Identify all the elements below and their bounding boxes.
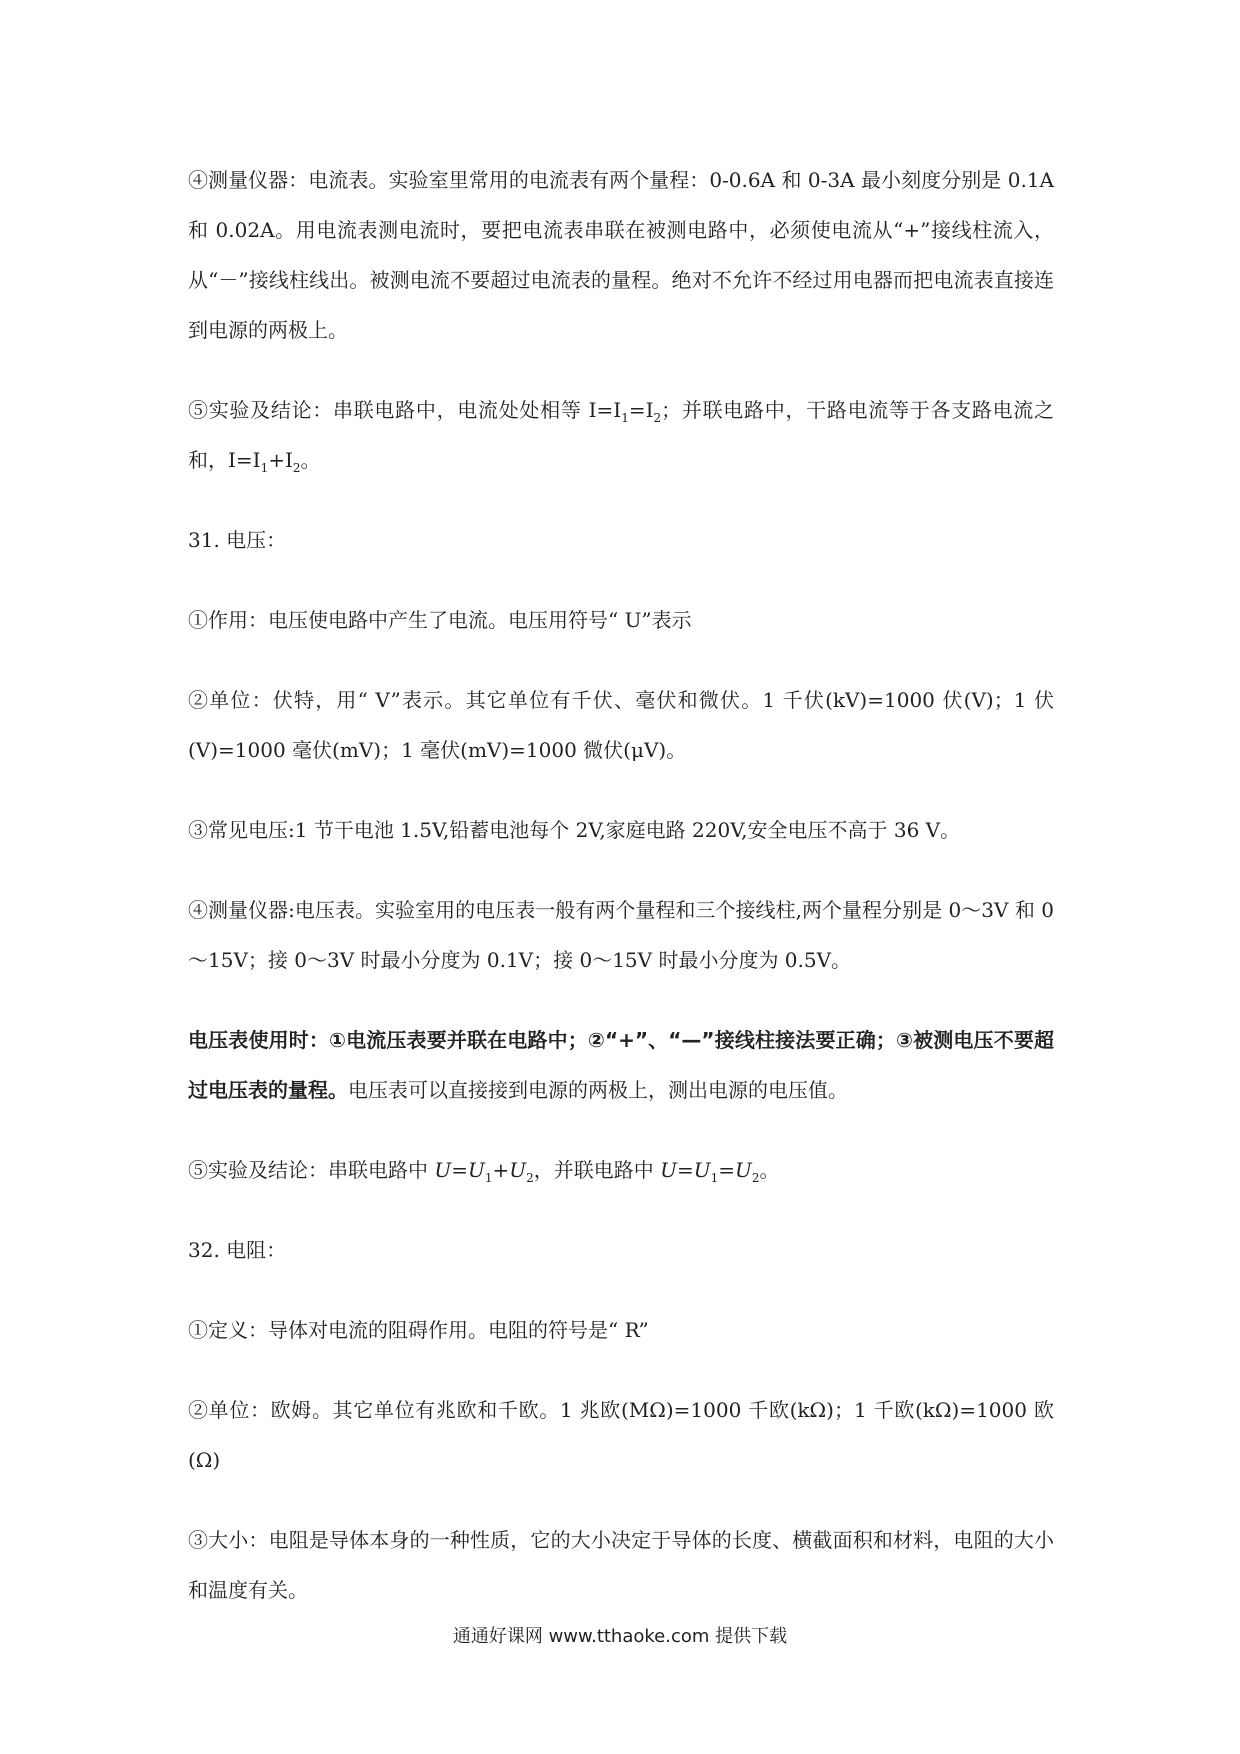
resistance-unit-paragraph: ②单位：欧姆。其它单位有兆欧和千欧。1 兆欧(MΩ)=1000 千欧(kΩ)；1 千欧(kΩ)=1000 欧(Ω) (188, 1398, 1054, 1472)
current-conclusion-paragraph: ⑤实验及结论：串联电路中，电流处处相等 $I=I_1=I_2$；并联电路中，干路电流等于各支路电流之和，$I=I_1+I_2$。 (188, 398, 1055, 475)
resistance-size-paragraph: ③大小：电阻是导体本身的一种性质，它的大小决定于导体的长度、横截面积和材料，电阻的大小和温度有关。 (188, 1528, 1054, 1602)
voltmeter-usage-bold: 电压表使用时：①电流压表要并联在电路中；②“+”、“—”接线柱接法要正确；③被测电压不要超过电压表的量程。 (188, 1028, 1054, 1102)
voltage-instrument-paragraph: ④测量仪器:电压表。实验室用的电压表一般有两个量程和三个接线柱,两个量程分别是 0～3V 和 0～15V；接 0～3V 时最小分度为 0.1V；接 0～15V 时最小分度为 0.5V。 (188, 898, 1054, 972)
resistance-definition-paragraph: ①定义：导体对电流的阻碍作用。电阻的符号是“ R” (188, 1318, 649, 1342)
voltage-conclusion-paragraph: ⑤实验及结论：串联电路中 $U=U_1+U_2$，并联电路中 $U=U_1=U_2$。 (188, 1158, 780, 1185)
voltage-function-paragraph: ①作用：电压使电路中产生了电流。电压用符号“ U”表示 (188, 608, 692, 632)
voltage-heading: 31. 电压： (188, 528, 287, 552)
voltage-unit-paragraph: ②单位：伏特，用“ V”表示。其它单位有千伏、毫伏和微伏。1 千伏(kV)=1000 伏(V)；1 伏(V)=1000 毫伏(mV)；1 毫伏(mV)=1000 微伏(μV)。 (188, 688, 1054, 762)
voltage-common-paragraph: ③常见电压:1 节干电池 1.5V,铅蓄电池每个 2V,家庭电路 220V,安全电压不高于 36 V。 (188, 818, 961, 842)
page-footer: 通通好课网 www.tthaoke.com 提供下载 (452, 1626, 788, 1647)
document-body (188, 155, 1054, 1615)
resistance-heading: 32. 电阻： (188, 1238, 287, 1262)
voltmeter-usage-paragraph: 电压表使用时：①电流压表要并联在电路中；②“+”、“—”接线柱接法要正确；③被测电压不要超过电压表的量程。电压表可以直接接到电源的两极上，测出电源的电压值。 (188, 1028, 1054, 1102)
current-instrument-paragraph: ④测量仪器：电流表。实验室里常用的电流表有两个量程：0-0.6A 和 0-3A 最小刻度分别是 0.1A 和 0.02A。用电流表测电流时，要把电流表串联在被测电路中，必须使电流从“+”接线柱流入，从“－”接线柱线出。被测电流不要超过电流表的量程。绝对不允许不经过用电器而把电流表直接连到电源的两极上。 (188, 168, 1054, 342)
